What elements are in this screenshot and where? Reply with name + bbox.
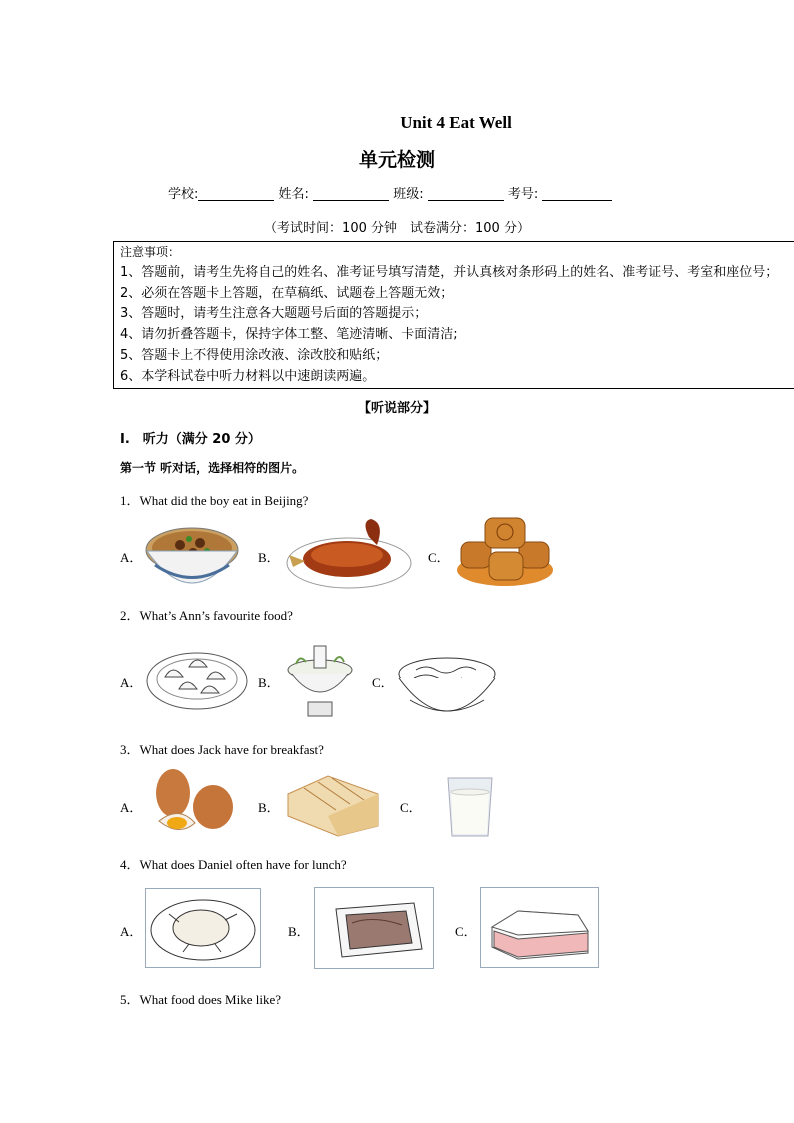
exam-no-label: 考号: — [507, 187, 539, 202]
note-item: 5、答题卡上不得使用涂改液、涂改胶和贴纸； — [120, 347, 389, 363]
notes-heading: 注意事项： — [120, 245, 181, 259]
hotpot-image — [284, 640, 356, 722]
student-info-line — [168, 183, 612, 202]
note-item: 1、答题前，请考生先将自己的姓名、准考证号填写清楚，并认真核对条形码上的姓名、准考证号、考室和座位号； — [120, 264, 779, 280]
option-c[interactable]: C． — [400, 800, 422, 815]
meat-tray-image — [314, 887, 436, 971]
part-title: I. 听力（满分 20 分） — [120, 432, 261, 447]
class-blank[interactable] — [428, 186, 504, 201]
noodles-bowl-image — [145, 515, 240, 595]
option-b[interactable]: B． — [258, 550, 280, 565]
dumplings-image — [145, 645, 249, 713]
option-c[interactable]: C． — [455, 924, 477, 939]
option-b[interactable]: B． — [258, 800, 280, 815]
name-blank[interactable] — [313, 186, 389, 201]
cake-slice-image — [480, 887, 600, 969]
note-item: 3、答题时，请考生注意各大题题号后面的答题提示； — [120, 306, 428, 322]
mooncakes-image — [455, 512, 557, 592]
name-label: 姓名: — [278, 187, 309, 202]
school-label: 学校: — [168, 187, 199, 202]
school-blank[interactable] — [198, 186, 274, 201]
glass-of-milk-image — [444, 776, 496, 840]
exam-time-info: （考试时间：100 分钟 试卷满分：100 分） — [264, 221, 530, 236]
note-item: 4、请勿折叠答题卡，保持字体工整、笔迹清晰、卡面清洁; — [120, 327, 458, 343]
question-3: 3．What does Jack have for breakfast? — [120, 742, 324, 757]
option-c[interactable]: C． — [372, 675, 394, 690]
question-1: 1．What did the boy eat in Beijing? — [120, 493, 309, 508]
class-label: 班级: — [393, 187, 424, 202]
note-item: 6、本学科试卷中听力材料以中速朗读两遍。 — [120, 368, 376, 384]
roast-duck-image — [285, 515, 413, 591]
page-title: Unit 4 Eat Well — [400, 113, 512, 132]
notes-box — [113, 241, 794, 389]
page-subtitle: 单元检测 — [358, 149, 435, 171]
question-4: 4．What does Daniel often have for lunch? — [120, 857, 347, 872]
option-b[interactable]: B． — [258, 675, 280, 690]
question-5: 5．What food does Mike like? — [120, 992, 282, 1007]
noodle-bowl-sketch-image — [396, 652, 498, 724]
section-title: 【听说部分】 — [357, 401, 436, 416]
option-a[interactable]: A． — [120, 800, 143, 815]
option-a[interactable]: A． — [120, 550, 143, 565]
note-item: 2、必须在答题卡上答题，在草稿纸、试题卷上答题无效； — [120, 285, 454, 301]
option-a[interactable]: A． — [120, 675, 143, 690]
option-b[interactable]: B． — [288, 924, 310, 939]
section1-title: 第一节 听对话，选择相符的图片。 — [120, 461, 305, 475]
question-2: 2．What’s Ann’s favourite food? — [120, 608, 293, 623]
bread-slices-image — [284, 770, 384, 838]
exam-no-blank[interactable] — [542, 186, 612, 201]
option-c[interactable]: C． — [428, 550, 450, 565]
eggs-image — [153, 765, 235, 839]
chicken-plate-image — [145, 888, 263, 970]
option-a[interactable]: A． — [120, 924, 143, 939]
